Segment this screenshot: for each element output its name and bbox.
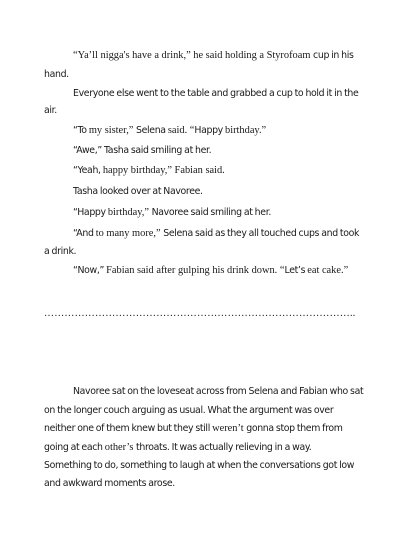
para-tasha-looked [73,185,203,198]
para-loveseat-d-run-2: throats. It was actually relieving in a way. [136,442,312,453]
para-sister [73,124,266,137]
para-many-more-b [44,245,76,258]
para-happy-birthday-run-1: birthday,” [107,207,152,218]
para-loveseat-c-run-2: gonna stop them from [246,423,343,434]
para-loveseat-a [73,385,363,398]
para-now [73,264,348,277]
para-now-run-1: Fabian said after gulping his drink down. “ [106,265,285,276]
para-table-a [73,87,358,100]
para-now-run-2: Let’s [284,265,308,276]
para-loveseat-c-run-1: weren’t [212,423,247,434]
para-drink-1a-run-0: “Ya’ll nigga's have a drink,” he said holding a Styrofoam [73,50,314,61]
para-many-more-a-run-2: Selena said as they all touched cups and took [163,228,360,239]
para-table-a-run-0: Everyone else went to the table and grabbed a cup to hold it in the [73,88,359,99]
para-drink-1b-run-0: hand. [44,69,69,80]
para-awe-run-0: “Awe,” Tasha said smiling at her. [73,145,212,156]
para-many-more-a-run-0: “And [73,228,96,239]
para-sister-run-1: my sister,” [88,125,137,136]
para-drink-1a [73,49,354,62]
para-loveseat-a-run-0: Navoree sat on the loveseat across from Selena and Fabian who sat [73,386,364,397]
para-loveseat-e [44,459,354,472]
para-tasha-looked-run-0: Tasha looked over at Navoree. [73,186,203,197]
para-loveseat-b [44,404,333,417]
para-happy-birthday-run-2: Navoree said smiling at her. [151,207,271,218]
para-sister-run-0: “To [73,125,89,136]
para-happy-birthday-run-0: “Happy [73,207,108,218]
para-awe [73,144,211,157]
para-loveseat-d [44,441,311,454]
para-loveseat-f [44,477,175,490]
para-now-run-0: “Now,” [73,265,107,276]
para-yeah [73,164,225,177]
para-loveseat-b-run-0: on the longer couch arguing as usual. What the argument was over [44,405,334,416]
para-yeah-run-0: “Yeah, [73,165,103,176]
para-drink-1a-run-1: cup in his [313,50,354,61]
para-sister-run-5: birthday.” [225,125,267,136]
para-many-more-b-run-0: a drink. [44,246,77,257]
para-table-b [44,104,57,117]
para-now-run-3: eat cake.” [307,265,349,276]
para-many-more-a [73,227,359,240]
para-table-b-run-0: air. [44,105,57,116]
para-sister-run-2: Selena [136,125,168,136]
para-happy-birthday [73,206,271,219]
para-drink-1b [44,68,69,81]
para-many-more-a-run-1: to many more,” [95,228,164,239]
para-sister-run-3: said. “ [167,125,195,136]
scene-separator: ……………………………………………………………………………….. [44,308,356,319]
para-yeah-run-1: happy birthday,” Fabian said. [102,165,225,176]
para-loveseat-d-run-0: going at each [44,442,105,453]
para-loveseat-e-run-0: Something to do, something to laugh at when the conversations got low [44,460,355,471]
para-loveseat-f-run-0: and awkward moments arose. [44,478,175,489]
para-loveseat-d-run-1: other’s [104,442,137,453]
para-sister-run-4: Happy [194,125,225,136]
para-loveseat-c [44,422,343,435]
para-loveseat-c-run-0: neither one of them knew but they still [44,423,213,434]
